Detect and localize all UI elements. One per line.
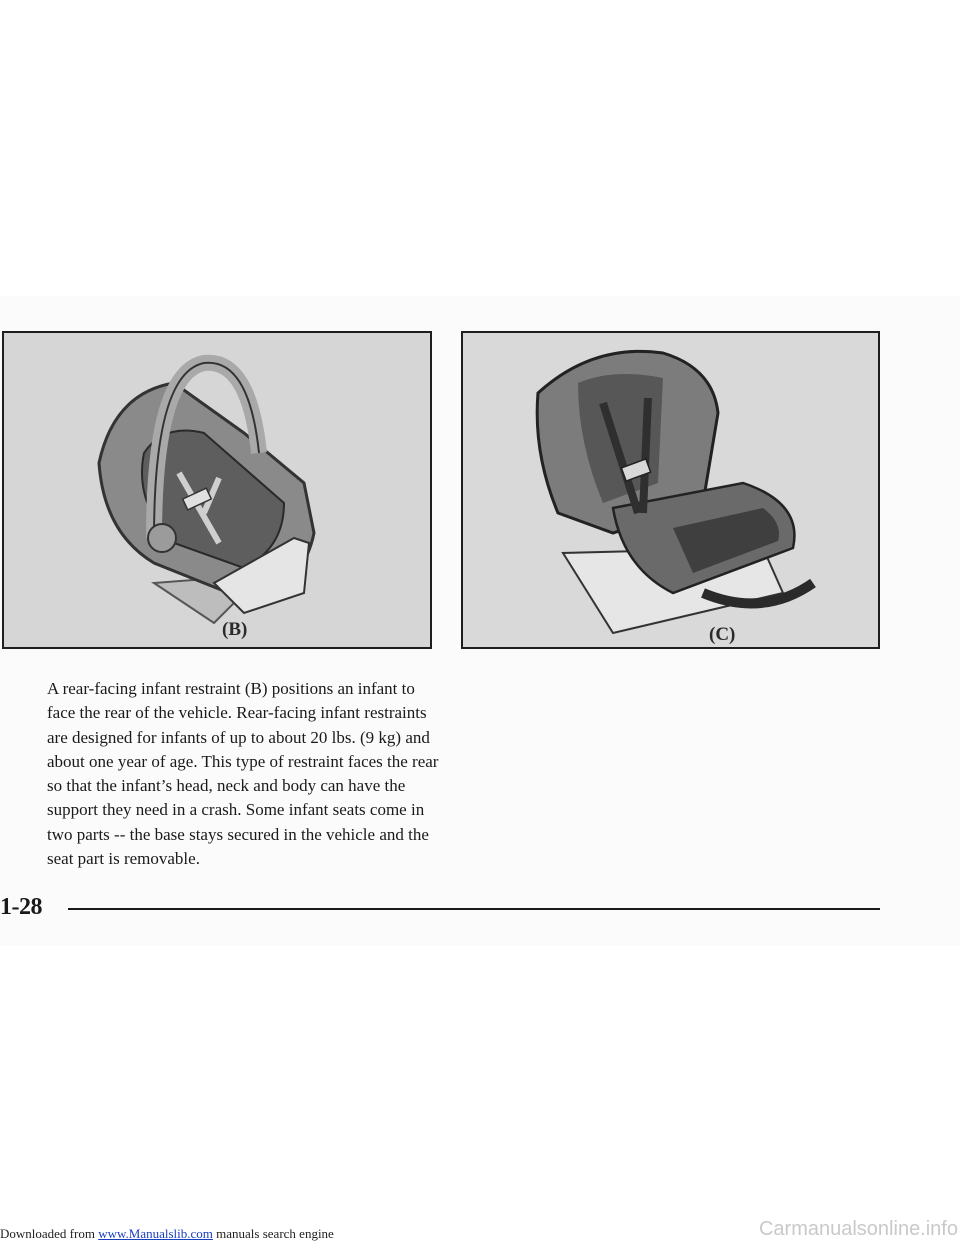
footer-suffix: manuals search engine bbox=[212, 1226, 334, 1241]
footer-prefix: Downloaded from bbox=[0, 1226, 99, 1241]
page-number: 1-28 bbox=[0, 894, 42, 920]
infant-seat-drawing-b bbox=[4, 333, 430, 647]
body-paragraph: A rear-facing infant restraint (B) positions an infant to face the rear of the vehicle. Rear-facing infant restraints are designed for infants of up to about 20 lbs. (9 kg) and about one year of age. This type of restraint faces the rear so that the infant’s head, neck and body can have the support they need in a crash. Some infant seats come in two parts -- the base stays secured in the vehicle and the seat part is removable. bbox=[47, 679, 439, 869]
carmanualsonline-watermark: Carmanualsonline.info bbox=[758, 1218, 958, 1240]
figure-label-b: (B) bbox=[222, 619, 248, 640]
child-seat-illustration-c bbox=[461, 331, 880, 649]
figure-label-c: (C) bbox=[709, 624, 736, 645]
download-footer bbox=[0, 1226, 334, 1242]
infant-seat-illustration-b bbox=[2, 331, 432, 649]
child-seat-drawing-c bbox=[463, 333, 878, 647]
page-footer-rule bbox=[68, 908, 880, 910]
manualslib-link[interactable]: www.Manualslib.com bbox=[98, 1226, 213, 1241]
